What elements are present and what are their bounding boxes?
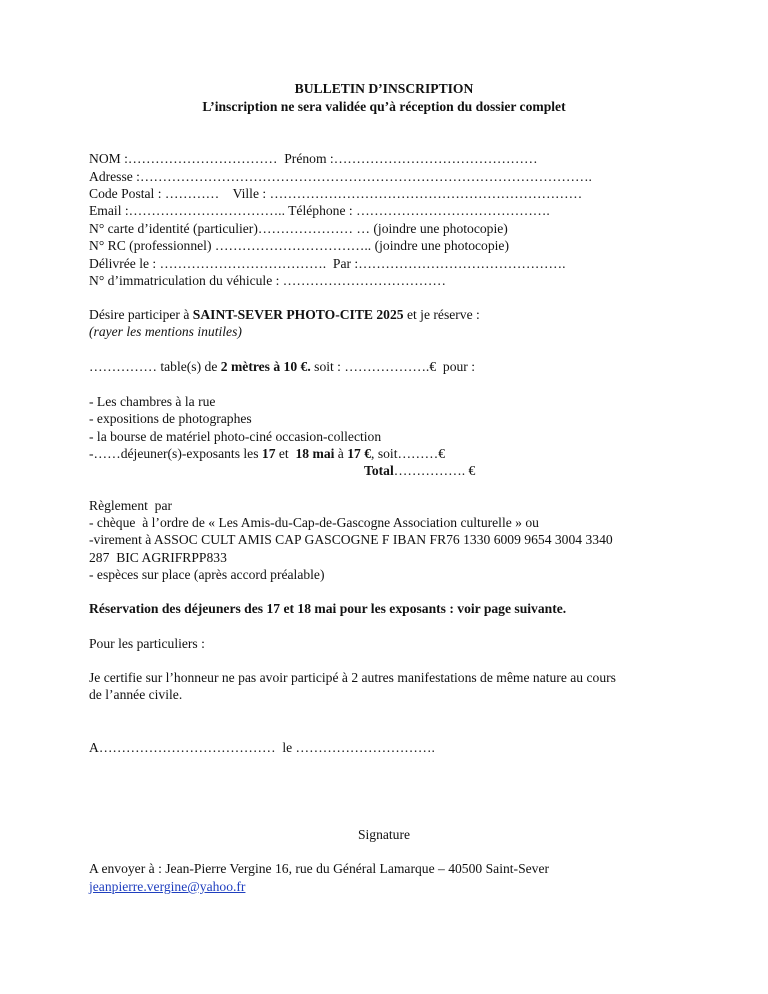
- event-name: SAINT-SEVER PHOTO-CITE 2025: [192, 307, 404, 322]
- reservation-note: [89, 600, 566, 617]
- email-link-line: [89, 878, 245, 895]
- option-bourse: - la bourse de matériel photo-ciné occasion-collection: [89, 429, 382, 444]
- tables-prefix: …………… table(s) de: [89, 359, 221, 374]
- form-subtitle: [0, 98, 768, 115]
- delivree-par-line: [89, 255, 566, 272]
- signature-label: Signature: [357, 827, 411, 842]
- par-field: Par :……………………………………….: [332, 256, 566, 271]
- reglement-virement-1: -virement à ASSOC CULT AMIS CAP GASCOGNE F IBAN FR76 1330 6009 9654 3004 3340: [89, 532, 613, 547]
- reglement-virement-2: 287 BIC AGRIFRPP833: [89, 550, 227, 565]
- participation-prefix: Désire participer à: [89, 307, 193, 322]
- reglement-especes: - espèces sur place (après accord préalable): [89, 567, 325, 582]
- note-text: (rayer les mentions inutiles): [89, 324, 242, 339]
- tables-price: 2 mètres à 10 €.: [220, 359, 311, 374]
- carte-identite-field: N° carte d’identité (particulier)………………… … (joindre une photocopie): [89, 221, 508, 236]
- email-link[interactable]: jeanpierre.vergine@yahoo.fr: [89, 879, 246, 894]
- adresse-field: Adresse :……………………………………………………………………………………….: [89, 169, 592, 184]
- dej-d: 18 mai: [295, 446, 335, 461]
- send-address: A envoyer à : Jean-Pierre Vergine 16, rue du Général Lamarque – 40500 Saint-Sever: [89, 861, 550, 876]
- dej-e: à: [334, 446, 348, 461]
- delivree-field: Délivrée le : ……………………………….: [89, 256, 333, 271]
- telephone-field: Téléphone : …………………………………….: [288, 203, 550, 218]
- reservation-text: Réservation des déjeuners des 17 et 18 mai pour les exposants : voir page suivante.: [89, 601, 567, 616]
- email-field: Email :……………………………..: [89, 203, 289, 218]
- immatriculation-field: N° d’immatriculation du véhicule : ………………………………: [89, 273, 446, 288]
- participation-note: [89, 323, 242, 340]
- dej-f: 17 €: [347, 446, 372, 461]
- participation-suffix: et je réserve :: [403, 307, 480, 322]
- email-tel-line: [89, 202, 550, 219]
- tables-suffix: soit : ……………….€ pour :: [310, 359, 476, 374]
- certify-line-1: Je certifie sur l’honneur ne pas avoir participé à 2 autres manifestations de même nature au cours: [89, 670, 616, 685]
- form-title: [0, 80, 768, 97]
- total-label: Total: [364, 463, 394, 478]
- reglement-cheque: - chèque à l’ordre de « Les Amis-du-Cap-de-Gascogne Association culturelle » ou: [89, 515, 539, 530]
- particuliers-heading: Pour les particuliers :: [89, 636, 205, 651]
- dej-c: et: [275, 446, 296, 461]
- prenom-field: Prénom :………………………………………: [284, 151, 538, 166]
- tables-line: [89, 358, 475, 375]
- dej-g: , soit………€: [371, 446, 446, 461]
- option-dejeuner: [89, 445, 445, 462]
- cp-ville-line: [89, 185, 582, 202]
- dej-b: 17: [261, 446, 276, 461]
- title-text: BULLETIN D’INSCRIPTION: [294, 81, 474, 96]
- nom-prenom-line: [89, 150, 538, 167]
- option-chambres: - Les chambres à la rue: [89, 394, 216, 409]
- subtitle-text: L’inscription ne sera validée qu’à réception du dossier complet: [202, 99, 566, 114]
- code-postal-field: Code Postal : …………: [89, 186, 233, 201]
- total-value: ……………. €: [393, 463, 476, 478]
- ville-field: Ville : ……………………………………………………………: [232, 186, 583, 201]
- dej-a: -……déjeuner(s)-exposants les: [89, 446, 262, 461]
- option-expositions: - expositions de photographes: [89, 411, 252, 426]
- place-date-line: A………………………………… le ………………………….: [89, 740, 435, 755]
- nom-field: NOM :……………………………: [89, 151, 285, 166]
- participation-line: [89, 306, 480, 323]
- certify-line-2: de l’année civile.: [89, 687, 183, 702]
- total-line: [364, 462, 475, 479]
- rc-field: N° RC (professionnel) …………………………….. (joindre une photocopie): [89, 238, 509, 253]
- reglement-title: Règlement par: [89, 498, 173, 513]
